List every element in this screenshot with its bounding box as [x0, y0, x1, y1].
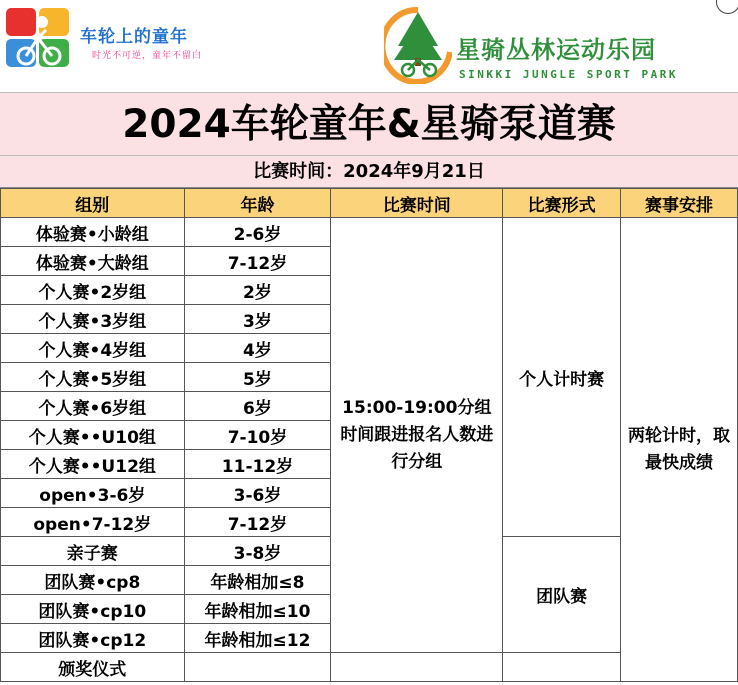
group-cell: open•7-12岁	[1, 508, 185, 537]
group-cell: open•3-6岁	[1, 479, 185, 508]
group-cell: 个人赛••U10组	[1, 421, 185, 450]
age-cell: 4岁	[184, 334, 331, 363]
left-brand-name: 车轮上的童年	[80, 27, 188, 47]
group-cell: 个人赛•4岁组	[1, 334, 185, 363]
schedule-table	[0, 188, 738, 682]
corner-circle-icon	[716, 0, 738, 14]
age-cell: 7-12岁	[184, 247, 331, 276]
group-cell: 个人赛•3岁组	[1, 305, 185, 334]
schedule-sheet	[0, 92, 738, 685]
age-cell: 2-6岁	[184, 218, 331, 247]
empty-format-cell	[503, 653, 621, 682]
time-text: 15:00-19:00分组时间跟进报名人数进行分组	[340, 397, 494, 472]
age-cell	[184, 653, 331, 682]
format-individual-cell: 个人计时赛	[503, 218, 621, 537]
table-header-row	[1, 189, 738, 218]
empty-time-cell	[331, 653, 503, 682]
header-age: 年龄	[184, 189, 331, 218]
left-brand-slogan: 时光不可逆，童年不留白	[92, 51, 203, 61]
group-cell: 亲子赛	[1, 537, 185, 566]
sinkki-logo-icon	[384, 6, 452, 84]
age-cell: 6岁	[184, 392, 331, 421]
age-cell: 3岁	[184, 305, 331, 334]
group-cell: 颁奖仪式	[1, 653, 185, 682]
age-cell: 3-6岁	[184, 479, 331, 508]
age-cell: 3-8岁	[184, 537, 331, 566]
age-cell: 7-10岁	[184, 421, 331, 450]
page-title: 2024车轮童年&星骑泵道赛	[122, 102, 616, 147]
age-cell: 5岁	[184, 363, 331, 392]
group-cell: 体验赛•小龄组	[1, 218, 185, 247]
group-cell: 体验赛•大龄组	[1, 247, 185, 276]
arrangement-cell	[621, 218, 738, 682]
age-cell: 11-12岁	[184, 450, 331, 479]
header-time: 比赛时间	[331, 189, 503, 218]
arrangement-text: 两轮计时，取最快成绩	[628, 425, 731, 473]
event-date: 比赛时间：2024年9月21日	[253, 161, 485, 182]
age-cell: 2岁	[184, 276, 331, 305]
age-cell: 7-12岁	[184, 508, 331, 537]
group-cell: 个人赛•5岁组	[1, 363, 185, 392]
table-row	[1, 218, 738, 247]
header-group: 组别	[1, 189, 185, 218]
group-cell: 个人赛•2岁组	[1, 276, 185, 305]
group-cell: 团队赛•cp12	[1, 624, 185, 653]
right-brand-english: SINKKI JUNGLE SPORT PARK	[459, 68, 678, 81]
age-cell: 年龄相加≤10	[184, 595, 331, 624]
header-arrangement: 赛事安排	[621, 189, 738, 218]
group-cell: 团队赛•cp8	[1, 566, 185, 595]
title-row	[0, 92, 738, 156]
group-cell: 个人赛••U12组	[1, 450, 185, 479]
logo-banner	[0, 0, 738, 92]
group-cell: 团队赛•cp10	[1, 595, 185, 624]
group-cell: 个人赛•6岁组	[1, 392, 185, 421]
time-cell	[331, 218, 503, 653]
age-cell: 年龄相加≤12	[184, 624, 331, 653]
che-lun-logo-icon	[6, 8, 72, 70]
right-brand-name: 星骑丛林运动乐园	[456, 36, 656, 64]
age-cell: 年龄相加≤8	[184, 566, 331, 595]
format-team-cell: 团队赛	[503, 537, 621, 653]
header-format: 比赛形式	[503, 189, 621, 218]
date-row	[0, 156, 738, 188]
